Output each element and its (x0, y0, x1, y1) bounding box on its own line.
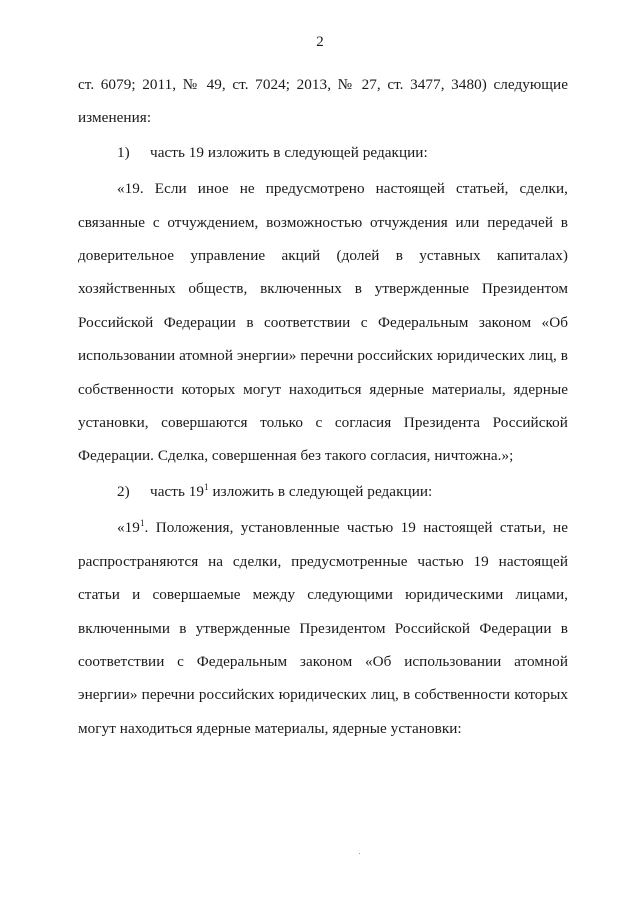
list-item-2-text-b: изложить в следующей редакции: (208, 482, 433, 500)
list-item-2-text-a: часть 19 (150, 482, 205, 500)
list-item-1-text: часть 19 изложить в следующей редакции: (150, 143, 428, 161)
list-item-1 (78, 136, 568, 169)
paragraph-part-19-1-text: . Положения, установленные частью 19 настоящей статьи, не распространяются на сделки, предусмотренные частью 19 настоящей статьи и совершаемые между следующими юридическими лицами, включенными в утвержденные Президентом Российской Федерации в соответствии с Федеральным законом «Об использовании атомной энергии» перечни российских юридических лиц, в собственности которых могут находиться ядерные материалы, ядерные установки: (78, 519, 568, 737)
list-item-2-number: 2) (117, 482, 130, 500)
scan-speck (359, 853, 360, 854)
paragraph-part-19-1 (78, 511, 568, 745)
paragraph-part-19-1-lead: «19 (117, 519, 140, 537)
list-item-2-superscript: 1 (204, 481, 209, 492)
page-number: 2 (316, 34, 324, 50)
document-body (78, 68, 568, 745)
paragraph-part-19-1-superscript: 1 (139, 518, 145, 529)
paragraph-intro: ст. 6079; 2011, № 49, ст. 7024; 2013, № 27, ст. 3477, 3480) следующие изменения: (78, 76, 568, 127)
list-item-2 (78, 475, 568, 508)
paragraph-part-19: «19. Если иное не предусмотрено настоящей статьей, сделки, связанные с отчуждением, возможностью отчуждения или передачей в доверительное управление акций (долей в уставных капиталах) хозяйственных обществ, включенных в утвержденные Президентом Российской Федерации в соответствии с Федеральным законом «Об использовании атомной энергии» перечни российских юридических лиц, в собственности которых могут находиться ядерные материалы, ядерные установки, совершаются только с согласия Президента Российской Федерации. Сделка, совершенная без такого согласия, ничтожна.»; (78, 180, 568, 465)
list-item-1-number: 1) (117, 143, 130, 161)
